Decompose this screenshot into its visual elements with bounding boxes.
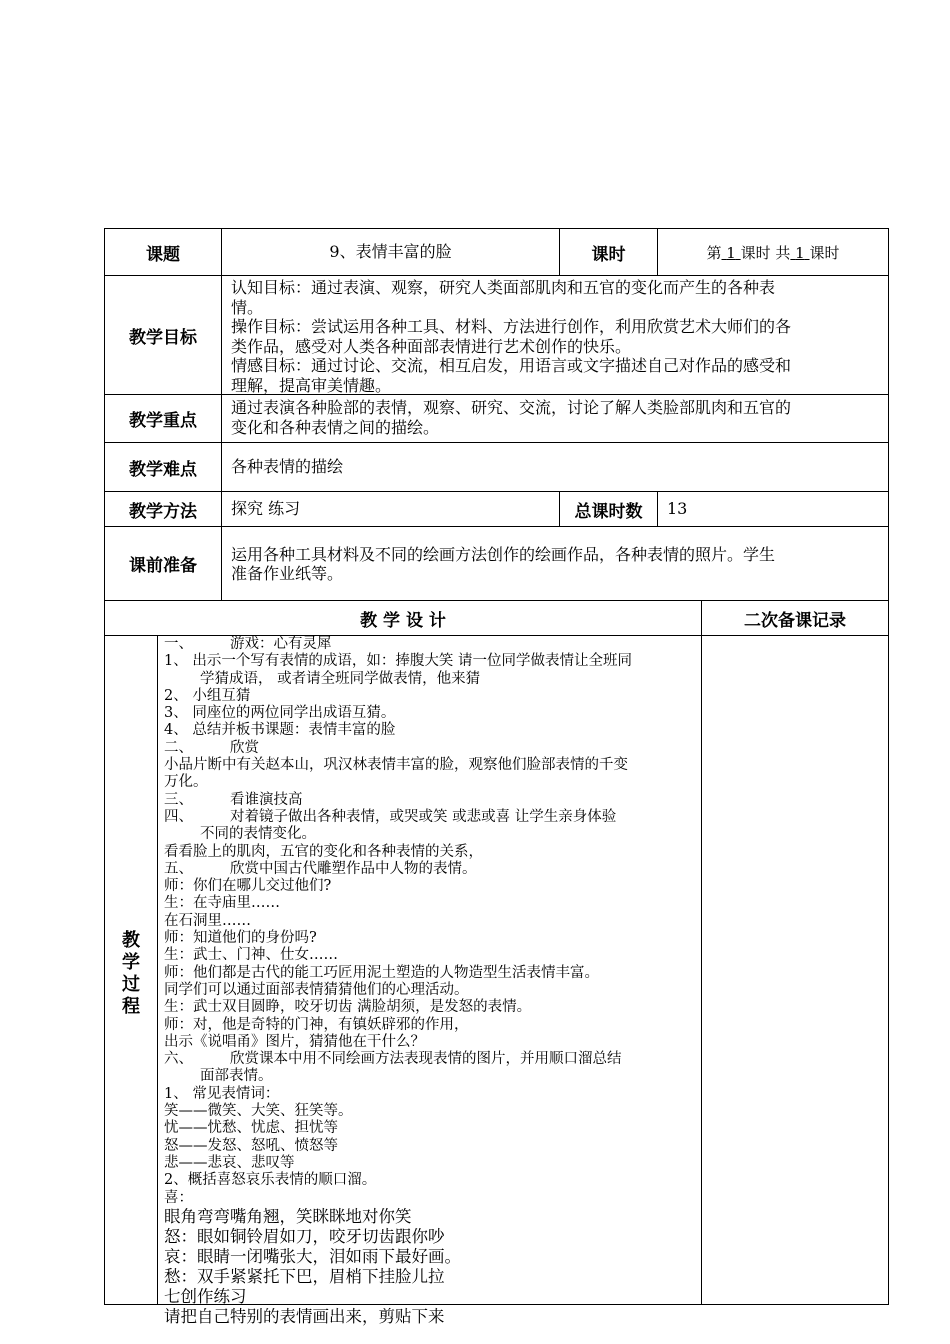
- section-text: 三、: [164, 791, 193, 808]
- hours-value: [658, 244, 888, 262]
- section-text: 欣赏课本中用不同绘画方法表现表情的图片，并用顺口溜总结: [230, 1051, 622, 1068]
- key-points-text: [231, 398, 886, 438]
- goals-line: 类作品，感受对人类各种面部表情进行艺术创作的快乐。: [231, 336, 632, 356]
- process-label: 教学过程: [122, 930, 140, 1017]
- word-list-line: 1、 常见表情词：: [164, 1085, 280, 1102]
- hours-total: 1: [795, 244, 805, 262]
- hours-prefix: 第: [706, 244, 722, 262]
- process-line: 看看脸上的肌肉，五官的变化和各种表情的关系，: [164, 843, 483, 860]
- process-label-divider: [157, 635, 158, 1304]
- word-list-line: 怒——发怒、怒吼、愤怒等: [164, 1137, 338, 1154]
- process-line: 面部表情。: [200, 1068, 273, 1085]
- process-line: 1、 出示一个写有表情的成语，如：捧腹大笑 请一位同学做表情让全班同: [164, 653, 632, 670]
- method-value: 探究 练习: [231, 499, 301, 518]
- dialogue-line: 师：对，他是奇特的门神，有镇妖辟邪的作用，: [164, 1016, 469, 1033]
- rhyme-line: 怒：眼如铜铃眉如刀，咬牙切齿跟你吵: [164, 1226, 445, 1246]
- goals-line: 认知目标：通过表演、观察，研究人类面部肌肉和五官的变化而产生的各种表: [231, 278, 776, 297]
- hours-label: 课时: [591, 244, 626, 265]
- dialogue-line: 师：他们都是古代的能工巧匠用泥土塑造的人物造型生活表情丰富。: [164, 964, 599, 981]
- section-heading: [164, 1051, 698, 1068]
- hours-current: 1: [726, 244, 736, 262]
- key-points-label: 教学重点: [129, 411, 197, 431]
- process-content: [164, 636, 698, 1327]
- table-border-right: [888, 228, 889, 1304]
- section-text: 四、: [164, 808, 193, 825]
- dialogue-line: 师：你们在哪儿交过他们?: [164, 878, 332, 895]
- goals-label: 教学目标: [129, 327, 197, 348]
- difficulty-value: 各种表情的描绘: [231, 457, 344, 476]
- preparation-text: [231, 545, 886, 583]
- preparation-label: 课前准备: [129, 556, 197, 576]
- section-text: 五、: [164, 860, 193, 877]
- dialogue-line: 师：知道他们的身份吗?: [164, 930, 317, 947]
- section-heading: [164, 809, 698, 826]
- preparation-line: 准备作业纸等。: [231, 564, 344, 583]
- goals-line: 情。: [231, 297, 264, 317]
- design-label: 教 学 设 计: [360, 610, 446, 631]
- notes-column-divider: [701, 600, 702, 1304]
- method-label: 教学方法: [129, 501, 197, 522]
- preparation-line: 运用各种工具材料及不同的绘画方法创作的绘画作品，各种表情的照片。学生: [231, 545, 776, 564]
- dialogue-line: 出示《说唱甬》图片，猜猜他在干什么？: [164, 1033, 425, 1050]
- goals-line: 情感目标：通过讨论、交流，相互启发，用语言或文字描述自己对作品的感受和: [231, 356, 792, 375]
- dialogue-line: 生：武士双目圆睁，咬牙切齿 满脸胡须，是发怒的表情。: [164, 999, 532, 1016]
- topic-value: 9、表情丰富的脸: [329, 242, 452, 261]
- rhyme-line: 请把自己特别的表情画出来，剪贴下来: [164, 1306, 445, 1326]
- section-text: 对着镜子做出各种表情，或哭或笑 或悲或喜 让学生亲身体验: [230, 808, 617, 825]
- section-text: 一、: [164, 636, 193, 652]
- section-heading: [164, 636, 698, 653]
- process-line: 3、 同座位的两位同学出成语互猜。: [164, 705, 396, 722]
- dialogue-line: 生：武士、门神、仕女……: [164, 947, 338, 964]
- section-text: 二、: [164, 739, 193, 756]
- total-hours-label: 总课时数: [574, 501, 643, 522]
- process-line: 2、 小组互猜: [164, 687, 251, 704]
- goals-text: [231, 278, 886, 395]
- difficulty-label: 教学难点: [129, 459, 197, 480]
- hours-mid: 课时 共: [740, 244, 791, 262]
- key-points-line: 通过表演各种脸部的表情，观察、研究、交流，讨论了解人类脸部肌肉和五官的: [231, 398, 792, 417]
- topic-label: 课题: [146, 244, 180, 265]
- process-line: 学猜成语， 或者请全班同学做表情，他来猜: [200, 670, 481, 687]
- section-text: 看谁演技高: [230, 791, 303, 808]
- section-text: 欣赏中国古代雕塑作品中人物的表情。: [230, 860, 477, 877]
- notes-label: 二次备课记录: [744, 610, 846, 631]
- word-list-line: 2、概括喜怒哀乐表情的顺口溜。: [164, 1172, 377, 1189]
- section-text: 六、: [164, 1051, 193, 1068]
- goals-line: 操作目标：尝试运用各种工具、材料、方法进行创作，利用欣赏艺术大师们的各: [231, 317, 792, 336]
- process-line: 万化。: [164, 774, 208, 791]
- section-heading: [164, 792, 698, 809]
- dialogue-line: 在石洞里……: [164, 912, 251, 929]
- section-heading: [164, 861, 698, 878]
- dialogue-line: 生：在寺庙里……: [164, 895, 280, 912]
- word-list-line: 喜：: [164, 1189, 193, 1206]
- column-divider: [657, 491, 658, 526]
- rhyme-line: 眼角弯弯嘴角翘，笑眯眯地对你笑: [164, 1206, 412, 1226]
- rhyme-line: 七创作练习: [164, 1286, 247, 1306]
- goals-line: 理解，提高审美情趣。: [231, 375, 392, 395]
- hours-suffix: 课时: [809, 244, 840, 262]
- rhyme-line: 愁：双手紧紧托下巴，眉梢下挂脸儿拉: [164, 1266, 445, 1286]
- key-points-line: 变化和各种表情之间的描绘。: [231, 418, 440, 437]
- process-line: 不同的表情变化。: [200, 826, 316, 843]
- total-hours-value: 13: [667, 499, 688, 518]
- process-line: 4、 总结并板书课题：表情丰富的脸: [164, 722, 396, 739]
- label-column-divider: [221, 228, 222, 600]
- section-text: 欣赏: [230, 739, 259, 756]
- process-line: 小品片断中有关赵本山，巩汉林表情丰富的脸，观察他们脸部表情的千变: [164, 757, 628, 774]
- dialogue-line: 同学们可以通过面部表情猜猜他们的心理活动。: [164, 981, 469, 998]
- rhyme-line: 哀：眼睛一闭嘴张大，泪如雨下最好画。: [164, 1246, 461, 1266]
- word-list-line: 笑——微笑、大笑、狂笑等。: [164, 1103, 353, 1120]
- section-text: 游戏：心有灵犀: [230, 636, 332, 652]
- word-list-line: 忧——忧愁、忧虑、担忧等: [164, 1120, 338, 1137]
- word-list-line: 悲——悲哀、悲叹等: [164, 1154, 295, 1171]
- section-heading: [164, 740, 698, 757]
